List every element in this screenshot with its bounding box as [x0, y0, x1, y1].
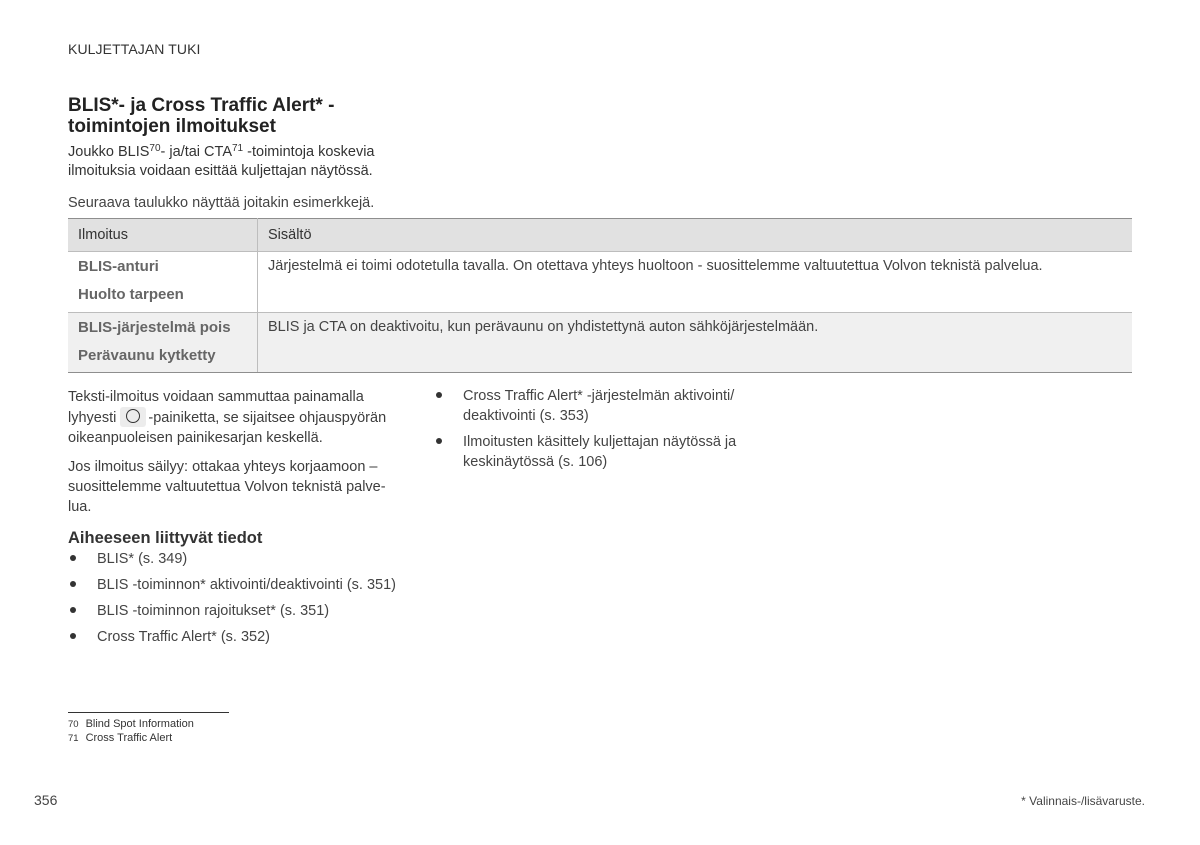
- footnote-ref-71[interactable]: 71: [232, 143, 244, 154]
- footnote-70: [68, 718, 194, 730]
- table-row: [68, 313, 1132, 373]
- bullet-icon: [70, 581, 76, 587]
- related-link[interactable]: BLIS -toiminnon* aktivointi/deaktivointi (s. 351): [97, 577, 397, 593]
- notification-text: Huolto tarpeen: [78, 286, 184, 303]
- notification-table: [68, 218, 1132, 373]
- intro-text-1: Joukko BLIS: [68, 144, 150, 160]
- section-header: KULJETTAJAN TUKI: [68, 41, 201, 57]
- dismiss-instructions-paragraph: [68, 387, 408, 448]
- circle-button-icon: [120, 407, 146, 427]
- column-header-notification: Ilmoitus: [68, 219, 258, 252]
- bullet-icon: [436, 392, 442, 398]
- list-item: [68, 627, 398, 647]
- bullet-icon: [70, 607, 76, 613]
- persist-paragraph: Jos ilmoitus säilyy: ottakaa yhteys korjaamoon – suosittelemme valtuutettua Volvon teknistä palve-lua.: [68, 459, 386, 515]
- footnote-number: 71: [68, 733, 79, 744]
- page-title: [68, 95, 388, 137]
- list-item: [434, 386, 764, 426]
- related-info-heading: Aiheeseen liittyvät tiedot: [68, 529, 263, 547]
- table-header-row: [68, 219, 1132, 252]
- footnote-text: Blind Spot Information: [85, 718, 194, 730]
- paragraph-text: Teksti-ilmoitus voidaan sammuttaa painamalla lyhyesti: [68, 389, 364, 426]
- list-item: [68, 601, 398, 621]
- list-item: [434, 432, 764, 472]
- related-link[interactable]: BLIS* (s. 349): [97, 551, 188, 567]
- content-text: Järjestelmä ei toimi odotetulla tavalla. On otettava yhteys huoltoon - suosittelemme valtuutettua Volvon teknistä palvelua.: [268, 258, 1043, 274]
- column-header-content: Sisältö: [258, 219, 1133, 252]
- page-number: 356: [34, 792, 58, 808]
- notification-text: Perävaunu kytketty: [78, 347, 216, 364]
- bullet-icon: [436, 438, 442, 444]
- intro-text-2: - ja/tai CTA: [160, 144, 232, 160]
- table-cell-content: [258, 313, 1133, 373]
- related-link[interactable]: BLIS -toiminnon rajoitukset* (s. 351): [97, 603, 330, 619]
- bullet-icon: [70, 633, 76, 639]
- notification-text: BLIS-järjestelmä pois: [78, 319, 231, 336]
- table-caption: Seuraava taulukko näyttää joitakin esimerkkejä.: [68, 195, 375, 211]
- related-links-list-continued: [434, 386, 764, 478]
- content-text: BLIS ja CTA on deaktivoitu, kun perävaunu on yhdistettynä auton sähköjärjestelmään.: [268, 319, 819, 335]
- notification-text: BLIS-anturi: [78, 258, 159, 275]
- list-item: [68, 575, 398, 595]
- bullet-icon: [70, 555, 76, 561]
- page-title-line-1: BLIS*- ja Cross Traffic Alert* -: [68, 95, 335, 116]
- related-link[interactable]: Ilmoitusten käsittely kuljettajan näytössä ja keskinäytössä (s. 106): [463, 434, 737, 470]
- paragraph-text: -painiketta, se sijaitsee ohjauspyörän oikeanpuoleisen painikesarjan keskellä.: [68, 410, 387, 446]
- table-cell-content: [258, 252, 1133, 313]
- footnote-ref-70[interactable]: 70: [149, 143, 161, 154]
- related-links-list: [68, 549, 398, 653]
- footnote-number: 70: [68, 719, 79, 730]
- related-link[interactable]: Cross Traffic Alert* (s. 352): [97, 629, 270, 645]
- optional-equipment-note: * Valinnais-/lisävaruste.: [1021, 794, 1145, 808]
- footnote-text: Cross Traffic Alert: [85, 732, 173, 744]
- list-item: [68, 549, 398, 569]
- intro-text-3: -toimintoja koskevia ilmoituksia voidaan esittää kuljettajan näytössä.: [68, 144, 375, 179]
- table-cell-notification: [68, 313, 258, 373]
- page-title-line-2: toimintojen ilmoitukset: [68, 116, 276, 137]
- footnote-71: [68, 732, 172, 744]
- intro-paragraph: [68, 143, 428, 181]
- table-row: [68, 252, 1132, 313]
- footnote-divider: [68, 712, 229, 713]
- table-cell-notification: [68, 252, 258, 313]
- related-link[interactable]: Cross Traffic Alert* -järjestelmän aktivointi/ deaktivointi (s. 353): [463, 388, 735, 424]
